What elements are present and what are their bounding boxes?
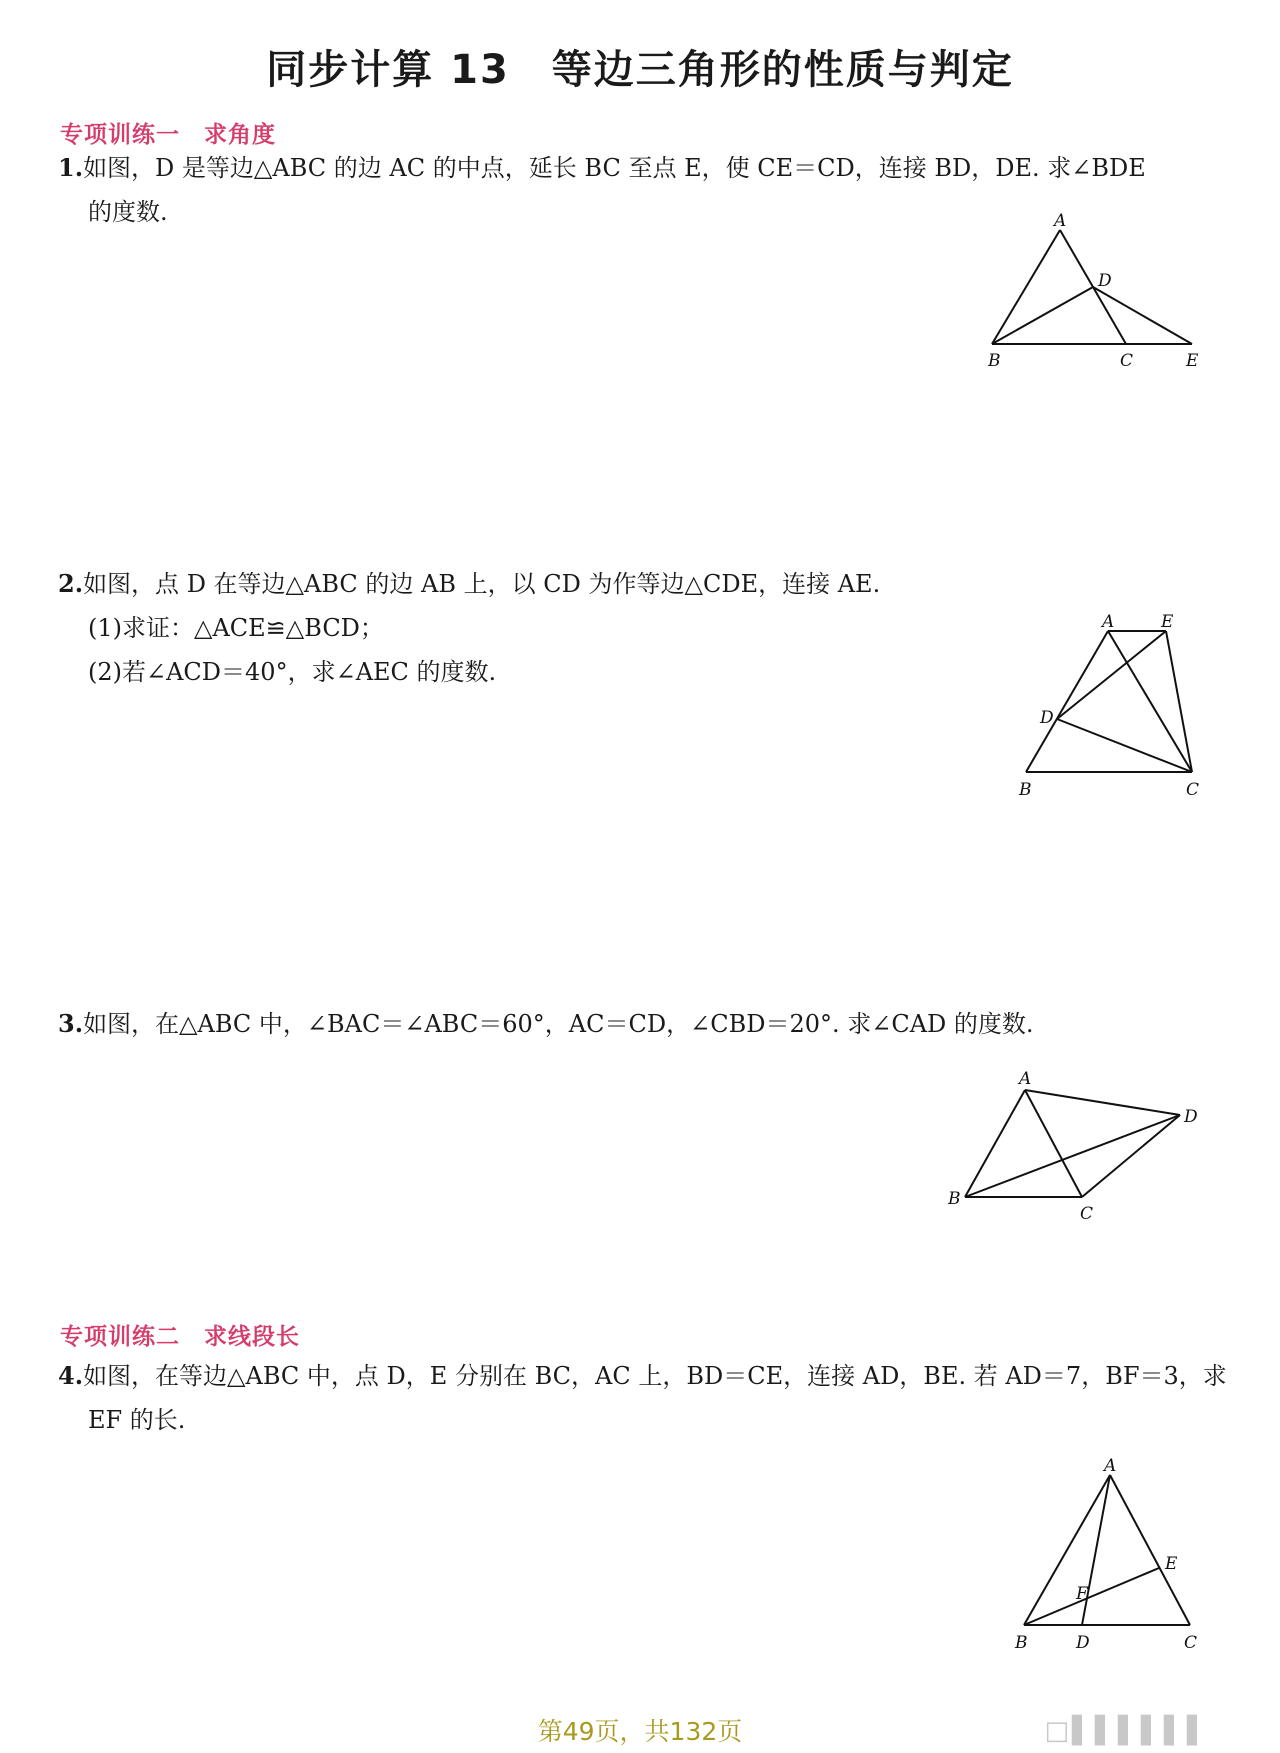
label-F: F <box>1076 1584 1088 1604</box>
section-heading-lengths: 专项训练二 求线段长 <box>60 1324 300 1350</box>
figure-q3 <box>940 1060 1210 1230</box>
page-title: 同步计算 13 等边三角形的性质与判定 <box>266 47 1014 93</box>
question-number: 3. <box>58 1009 84 1038</box>
figure-q1 <box>980 210 1220 380</box>
figure-q2 <box>1010 605 1230 805</box>
label-E: E <box>1161 612 1174 632</box>
label-D: D <box>1076 1633 1090 1653</box>
label-E: E <box>1186 351 1199 371</box>
figure-q4 <box>1010 1455 1230 1655</box>
section-heading-angles: 专项训练一 求角度 <box>60 122 276 148</box>
question-text: 如图，D 是等边△ABC 的边 AC 的中点，延长 BC 至点 E，使 CE＝CD，连接 BD，DE. 求∠BDE <box>83 154 1146 182</box>
watermark-logo: □▌▌▌▌▌▌ <box>1044 1716 1210 1746</box>
question-text: 如图，点 D 在等边△ABC 的边 AB 上，以 CD 为作等边△CDE，连接 AE. <box>83 570 881 598</box>
question-4 <box>58 1354 1238 1442</box>
question-text-cont: 的度数. <box>88 198 168 226</box>
question-number: 4. <box>58 1361 84 1390</box>
label-B: B <box>1019 780 1032 800</box>
label-B: B <box>1015 1633 1028 1653</box>
label-E: E <box>1165 1554 1178 1574</box>
label-B: B <box>988 351 1001 371</box>
page-footer: 第49页，共132页 <box>537 1717 743 1746</box>
question-3 <box>58 1002 1238 1046</box>
label-D: D <box>1040 708 1054 728</box>
question-text-cont: EF 的长. <box>88 1406 186 1434</box>
label-C: C <box>1186 780 1200 800</box>
question-number: 2. <box>58 569 84 598</box>
label-A: A <box>1054 211 1067 231</box>
label-C: C <box>1184 1633 1198 1653</box>
question-text: 如图，在等边△ABC 中，点 D，E 分别在 BC，AC 上，BD＝CE，连接 AD，BE. 若 AD＝7，BF＝3，求 <box>83 1362 1227 1390</box>
question-number: 1. <box>58 153 84 182</box>
label-A: A <box>1104 1456 1117 1476</box>
question-part-1: (1)求证：△ACE≌△BCD； <box>88 614 384 642</box>
label-C: C <box>1080 1204 1094 1224</box>
label-A: A <box>1102 612 1115 632</box>
label-B: B <box>948 1189 961 1209</box>
question-part-2: (2)若∠ACD＝40°，求∠AEC 的度数. <box>88 658 497 686</box>
label-D: D <box>1184 1107 1198 1127</box>
label-D: D <box>1098 271 1112 291</box>
question-text: 如图，在△ABC 中，∠BAC＝∠ABC＝60°，AC＝CD，∠CBD＝20°. 求∠CAD 的度数. <box>83 1010 1034 1038</box>
label-A: A <box>1019 1069 1032 1089</box>
label-C: C <box>1120 351 1134 371</box>
